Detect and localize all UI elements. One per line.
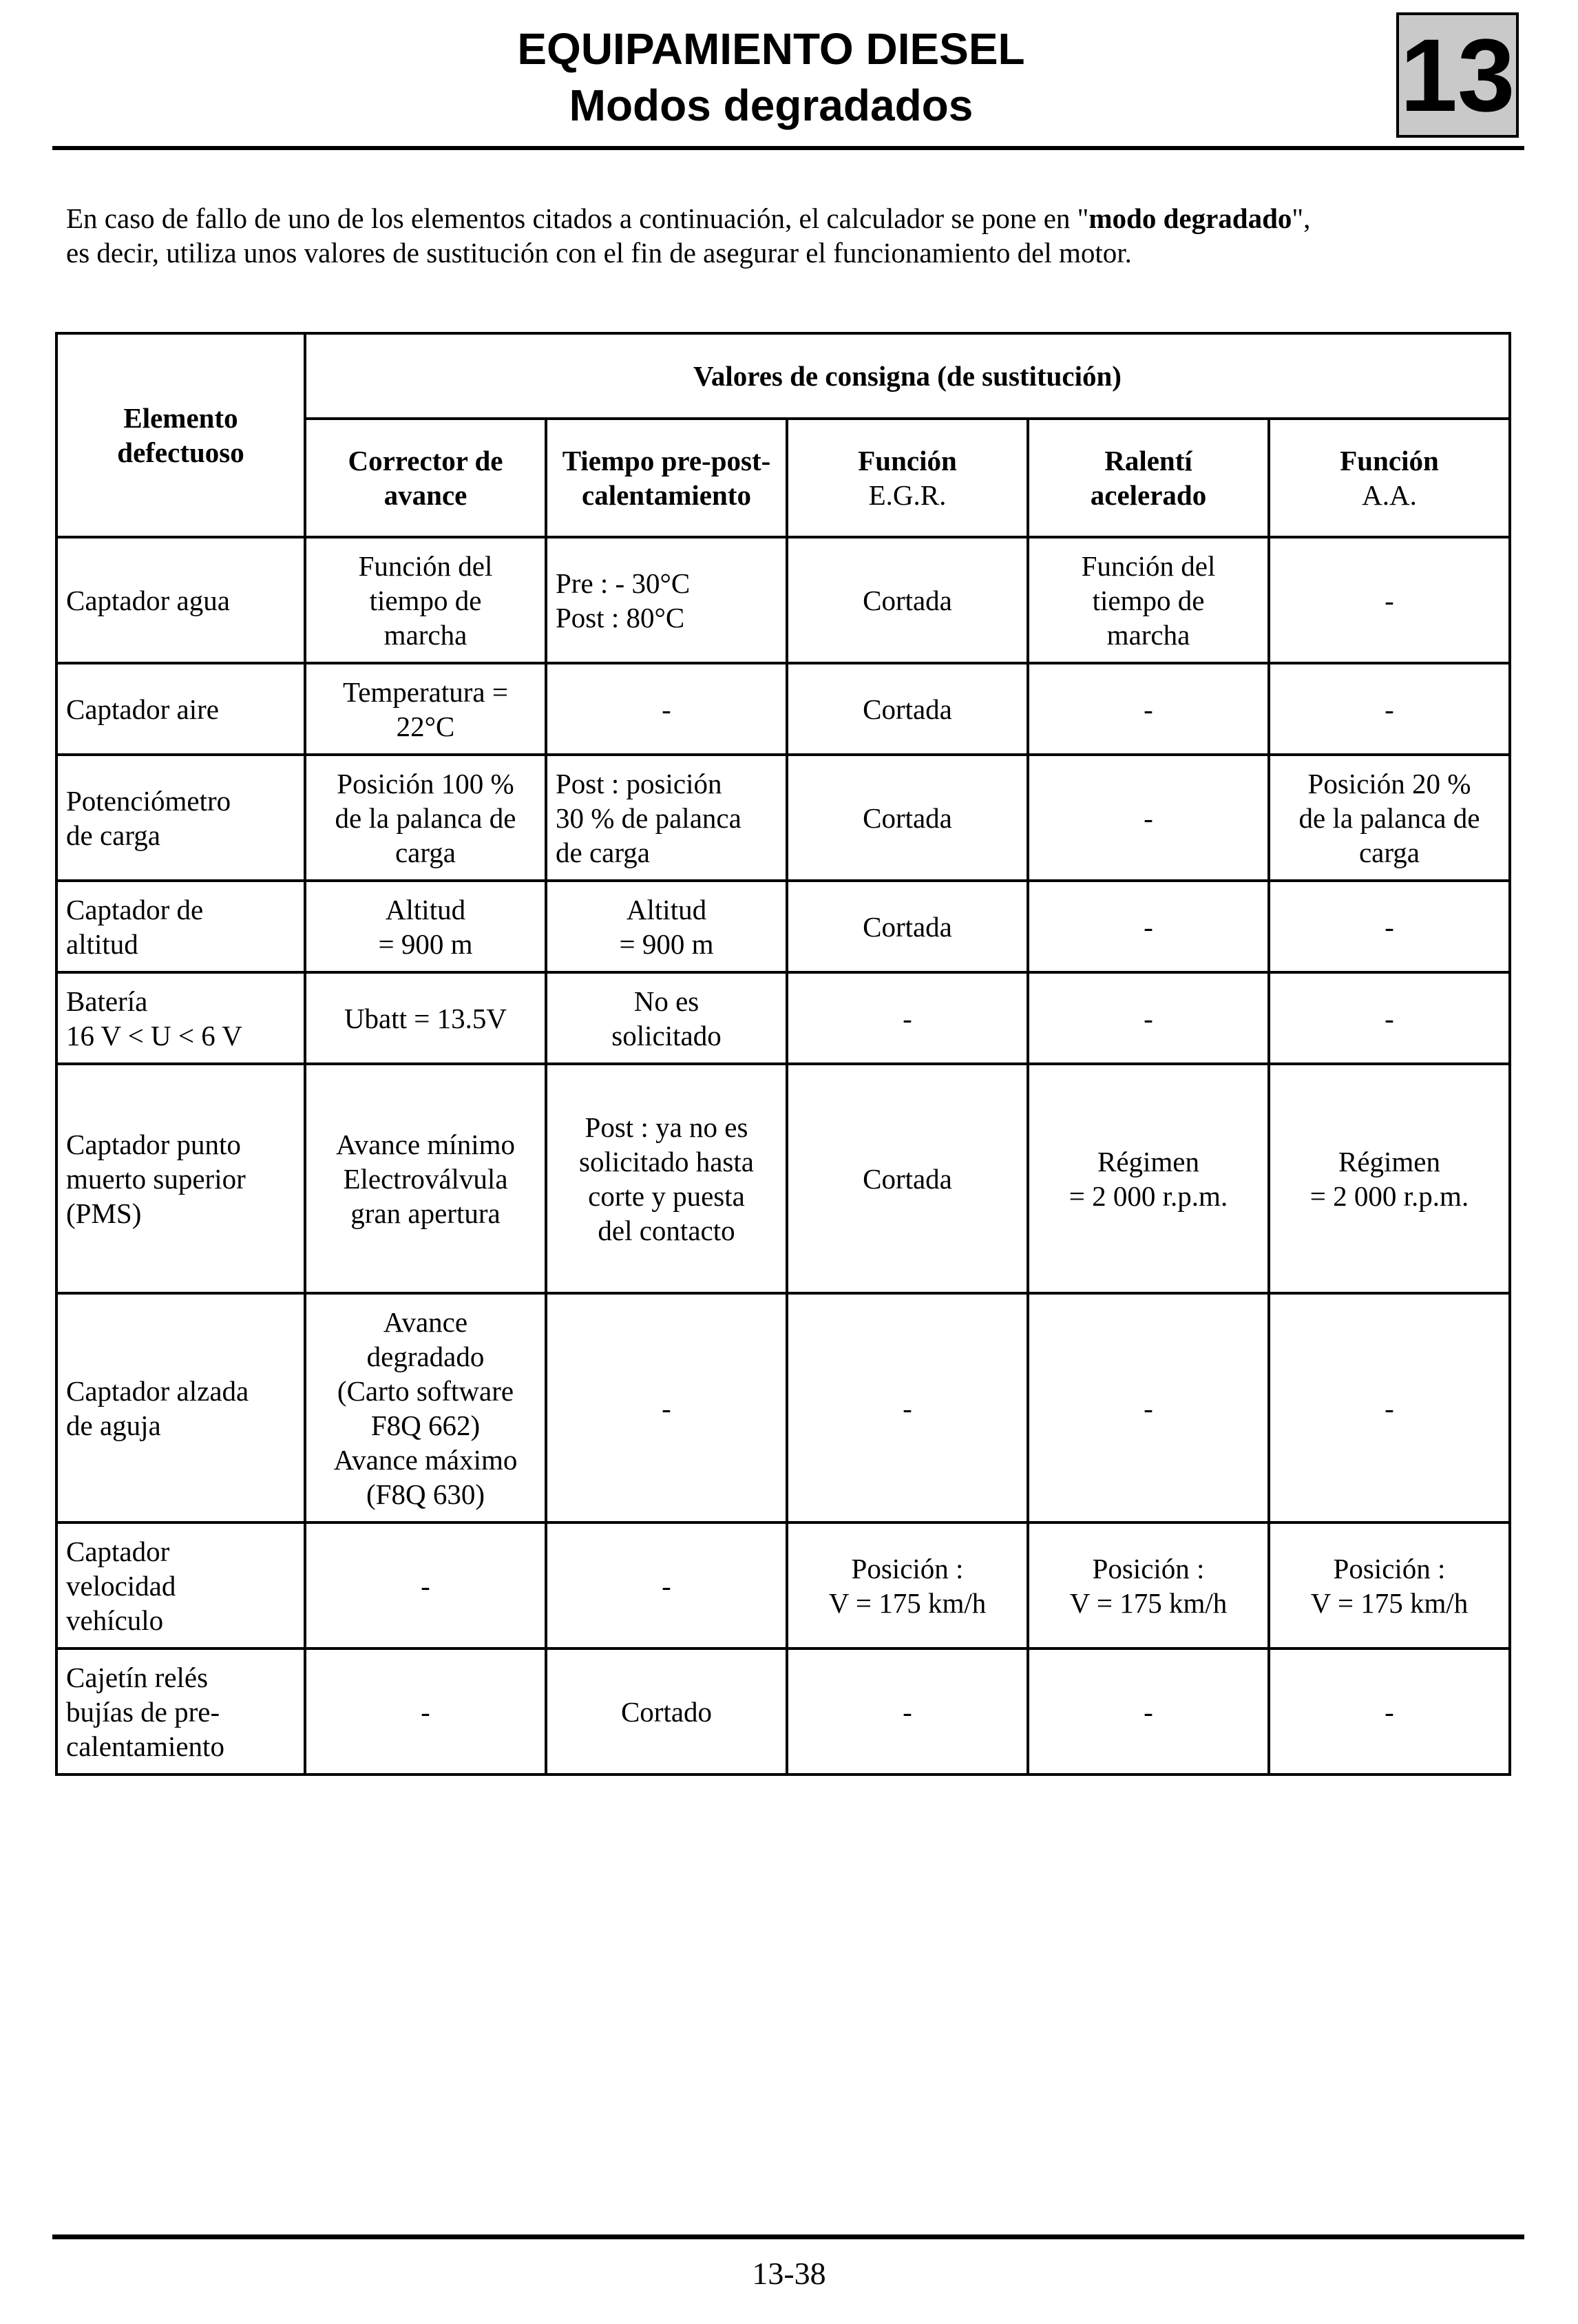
value-cell: Altitud = 900 m bbox=[305, 881, 546, 972]
value-cell: Cortada bbox=[787, 537, 1028, 663]
value-cell: - bbox=[787, 1293, 1028, 1522]
column-header-label: Función bbox=[858, 445, 957, 477]
table-row bbox=[56, 972, 1510, 1064]
element-cell: Captador velocidad vehículo bbox=[56, 1522, 305, 1648]
value-cell: - bbox=[1028, 881, 1269, 972]
value-cell: - bbox=[305, 1522, 546, 1648]
value-cell: - bbox=[1269, 1648, 1510, 1775]
intro-text-3: es decir, utiliza unos valores de sustitución con el fin de asegurar el funcionamiento del motor. bbox=[66, 237, 1132, 269]
element-cell: Batería 16 V < U < 6 V bbox=[56, 972, 305, 1064]
degraded-modes-table bbox=[55, 332, 1511, 1776]
value-cell: Cortada bbox=[787, 663, 1028, 755]
value-cell: Función del tiempo de marcha bbox=[305, 537, 546, 663]
element-cell: Captador punto muerto superior (PMS) bbox=[56, 1064, 305, 1293]
column-header bbox=[546, 419, 787, 537]
page-number: 13-38 bbox=[752, 2256, 826, 2291]
value-cell: - bbox=[1028, 1648, 1269, 1775]
value-cell: - bbox=[546, 1293, 787, 1522]
value-cell: Régimen = 2 000 r.p.m. bbox=[1269, 1064, 1510, 1293]
value-cell: - bbox=[546, 1522, 787, 1648]
intro-text-1: En caso de fallo de uno de los elementos citados a continuación, el calculador se pone en " bbox=[66, 202, 1089, 234]
value-cell: Post : ya no es solicitado hasta corte y puesta del contacto bbox=[546, 1064, 787, 1293]
group-header: Valores de consigna (de sustitución) bbox=[305, 333, 1510, 419]
value-cell: Posición : V = 175 km/h bbox=[1028, 1522, 1269, 1648]
value-cell: - bbox=[1269, 537, 1510, 663]
value-cell: Temperatura = 22°C bbox=[305, 663, 546, 755]
column-header-label: Corrector de avance bbox=[348, 445, 503, 511]
chapter-number-box: 13 bbox=[1396, 12, 1519, 138]
element-cell: Captador agua bbox=[56, 537, 305, 663]
value-cell: Función del tiempo de marcha bbox=[1028, 537, 1269, 663]
value-cell: Cortada bbox=[787, 881, 1028, 972]
table-row bbox=[56, 1293, 1510, 1522]
value-cell: No es solicitado bbox=[546, 972, 787, 1064]
value-cell: - bbox=[1269, 1293, 1510, 1522]
element-cell: Cajetín relés bujías de pre- calentamiento bbox=[56, 1648, 305, 1775]
value-cell: - bbox=[787, 972, 1028, 1064]
value-cell: Régimen = 2 000 r.p.m. bbox=[1028, 1064, 1269, 1293]
column-header-sub: E.G.R. bbox=[868, 479, 947, 511]
value-cell: - bbox=[1028, 972, 1269, 1064]
value-cell: Cortada bbox=[787, 755, 1028, 881]
element-cell: Captador de altitud bbox=[56, 881, 305, 972]
column-header-sub: A.A. bbox=[1362, 479, 1417, 511]
column-header bbox=[1028, 419, 1269, 537]
value-cell: - bbox=[1269, 972, 1510, 1064]
table-row bbox=[56, 537, 1510, 663]
element-cell: Captador aire bbox=[56, 663, 305, 755]
value-cell: Avance mínimo Electroválvula gran apertura bbox=[305, 1064, 546, 1293]
table-row bbox=[56, 1648, 1510, 1775]
value-cell: - bbox=[1028, 755, 1269, 881]
table-row bbox=[56, 1522, 1510, 1648]
column-header-label: Función bbox=[1340, 445, 1439, 477]
title-line-1: EQUIPAMIENTO DIESEL bbox=[517, 24, 1025, 74]
element-header: Elemento defectuoso bbox=[56, 333, 305, 537]
value-cell: Avance degradado (Carto software F8Q 662) Avance máximo (F8Q 630) bbox=[305, 1293, 546, 1522]
column-header-label: Tiempo pre-post- calentamiento bbox=[562, 445, 771, 511]
value-cell: Altitud = 900 m bbox=[546, 881, 787, 972]
value-cell: Ubatt = 13.5V bbox=[305, 972, 546, 1064]
column-header bbox=[787, 419, 1028, 537]
page-title bbox=[207, 21, 1336, 134]
intro-text-2: ", bbox=[1292, 202, 1311, 234]
element-cell: Potenciómetro de carga bbox=[56, 755, 305, 881]
value-cell: Posición : V = 175 km/h bbox=[1269, 1522, 1510, 1648]
value-cell: Post : posición 30 % de palanca de carga bbox=[546, 755, 787, 881]
table-row bbox=[56, 1064, 1510, 1293]
table-row bbox=[56, 663, 1510, 755]
intro-paragraph bbox=[66, 201, 1512, 270]
element-cell: Captador alzada de aguja bbox=[56, 1293, 305, 1522]
column-header-label: Ralentí acelerado bbox=[1090, 445, 1207, 511]
header-rule bbox=[52, 146, 1524, 150]
value-cell: Posición : V = 175 km/h bbox=[787, 1522, 1028, 1648]
value-cell: - bbox=[1269, 881, 1510, 972]
footer-rule bbox=[52, 2234, 1524, 2239]
value-cell: - bbox=[1028, 663, 1269, 755]
column-header bbox=[305, 419, 546, 537]
value-cell: - bbox=[1269, 663, 1510, 755]
value-cell: Posición 20 % de la palanca de carga bbox=[1269, 755, 1510, 881]
title-line-2: Modos degradados bbox=[569, 81, 974, 130]
value-cell: - bbox=[787, 1648, 1028, 1775]
value-cell: - bbox=[305, 1648, 546, 1775]
table-row bbox=[56, 755, 1510, 881]
value-cell: Posición 100 % de la palanca de carga bbox=[305, 755, 546, 881]
table-row bbox=[56, 881, 1510, 972]
column-header bbox=[1269, 419, 1510, 537]
value-cell: - bbox=[1028, 1293, 1269, 1522]
value-cell: Cortada bbox=[787, 1064, 1028, 1293]
value-cell: - bbox=[546, 663, 787, 755]
intro-bold-term: modo degradado bbox=[1088, 202, 1292, 234]
value-cell: Pre : - 30°C Post : 80°C bbox=[546, 537, 787, 663]
value-cell: Cortado bbox=[546, 1648, 787, 1775]
